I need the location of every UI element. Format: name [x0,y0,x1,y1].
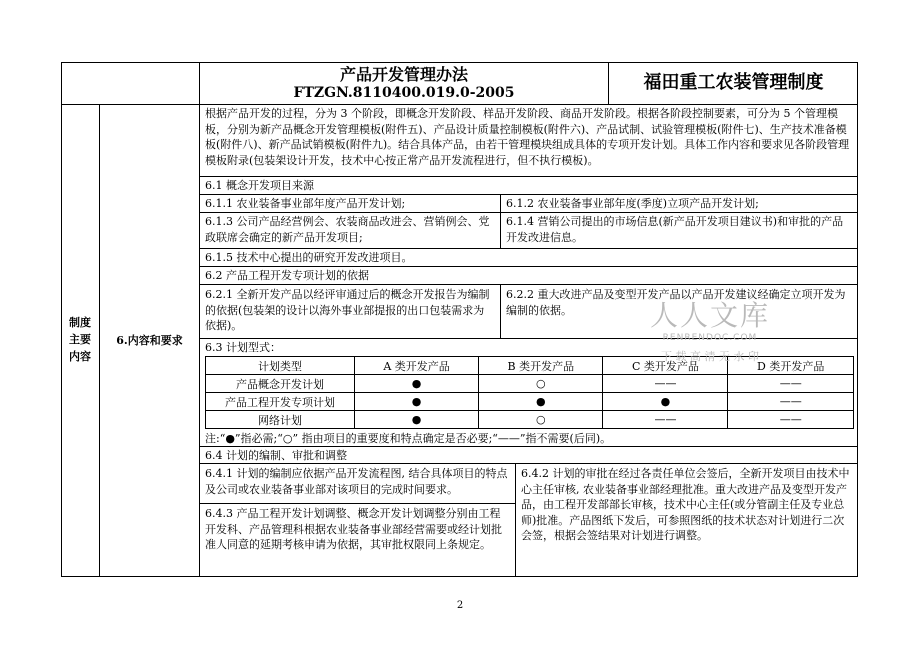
s622: 6.2.2 重大改进产品及变型开发产品以产品开发建议经确定立项开发为编制的依据。 [501,285,858,339]
plan-header-cell: A 类开发产品 [355,357,479,375]
plan-cell: ○ [479,375,603,393]
watermark-title: 人人文库 [649,299,770,332]
plan-table-row [206,393,854,411]
s642: 6.4.2 计划的审批在经过各责任单位会签后，全新开发项目由技术中心主任审核, 农业装备事业部经理批准。重大改进产品及变型开发产品，由工程开发部部长审核，技术中心主任(或分管副主任及专业总师)批准。产品图纸下发后，可参照图纸的技术状态对计划进行二次会签，根据会签结果对计划进行调整。 [521,467,850,542]
plan-header-cell: B 类开发产品 [479,357,603,375]
section-label: 6.内容和要求 [100,104,200,577]
watermark [640,300,780,366]
plan-cell: ● [355,411,479,429]
s615: 6.1.5 技术中心提出的研究开发改进项目。 [200,249,858,267]
plan-cell: —— [603,375,728,393]
watermark-tag: 下 载 高 清 无 水 印 [661,350,759,363]
plan-cell: ● [355,393,479,411]
category-line-1: 制度 [69,316,91,329]
plan-cell: ○ [479,411,603,429]
company-title: 福田重工农装管理制度 [643,72,824,93]
s611: 6.1.1 农业装备事业部年度产品开发计划; [200,195,501,213]
s613: 6.1.3 公司产品经营例会、农装商品改进会、营销例会、党政联席会确定的新产品开发项目; [200,213,501,249]
category-line-2: 主要 [69,333,91,346]
s64-title: 6.4 计划的编制、审批和调整 [200,447,858,464]
plan-cell: ● [355,375,479,393]
plan-note: 注:“●”指必需;“○” 指由项目的重要度和特点确定是否必要;“——”指不需要(后同)。 [200,430,858,447]
s614: 6.1.4 营销公司提出的市场信息(新产品开发项目建议书)和审批的产品开发改进信息。 [501,213,858,249]
plan-header-cell: D 类开发产品 [728,357,854,375]
plan-cell: —— [603,411,728,429]
watermark-url: RENRENDOC.COM [662,333,758,343]
plan-table [205,356,854,429]
plan-cell: —— [728,393,854,411]
plan-cell: 产品概念开发计划 [206,375,355,393]
plan-header-cell: C 类开发产品 [603,357,728,375]
category-label [61,104,100,577]
plan-table-row [206,375,854,393]
s621: 6.2.1 全新开发产品以经评审通过后的概念开发报告为编制的依据(包装架的设计以海外事业部提报的出口包装需求为依据)。 [200,285,501,339]
plan-cell: 产品工程开发专项计划 [206,393,355,411]
plan-cell: —— [728,375,854,393]
header-left-blank [61,62,200,104]
plan-table-wrap [205,356,854,429]
plan-cell: 网络计划 [206,411,355,429]
s63-title: 6.3 计划型式： [205,341,281,354]
intro-paragraph: 根据产品开发的过程，分为 3 个阶段，即概念开发阶段、样品开发阶段、商品开发阶段。根据各阶段控制要素，可分为 5 个管理模板，分别为新产品概念开发管理模板(附件五)、产品设计质量控制模板(附件六)、产品试制、试验管理模板(附件七)、生产技术准备模板(附件八)、新产品试销模板(附件九)。结合具体产品，由若干管理模块组成具体的专项开发计划。具体工作内容和要求见各阶段管理模板附录(包装架设计开发，技术中心按正常产品开发流程进行，但不执行模板)。 [200,104,858,177]
plan-table-row [206,411,854,429]
page-number: 2 [456,600,464,611]
category-line-3: 内容 [69,350,91,363]
header-doc-block [200,62,609,104]
s62-title: 6.2 产品工程开发专项计划的依据 [200,267,858,285]
doc-title: 产品开发管理办法 [339,65,468,84]
plan-cell: ● [603,393,728,411]
doc-code: FTZGN.8110400.019.0-2005 [293,85,515,101]
s61-title: 6.1 概念开发项目来源 [200,177,858,195]
plan-cell: ● [479,393,603,411]
plan-header-cell: 计划类型 [206,357,355,375]
s643: 6.4.3 产品工程开发计划调整、概念开发计划调整分别由工程开发科、产品管理科根据农业装备事业部经营需要或经计划批准人同意的延期考核申请为依据，其审批权限同上条规定。 [200,504,516,577]
plan-cell: —— [728,411,854,429]
s641: 6.4.1 计划的编制应依据产品开发流程图, 结合具体项目的特点及公司或农业装备事业部对该项目的完成时间要求。 [200,464,516,504]
s612: 6.1.2 农业装备事业部年度(季度)立项产品开发计划; [501,195,858,213]
